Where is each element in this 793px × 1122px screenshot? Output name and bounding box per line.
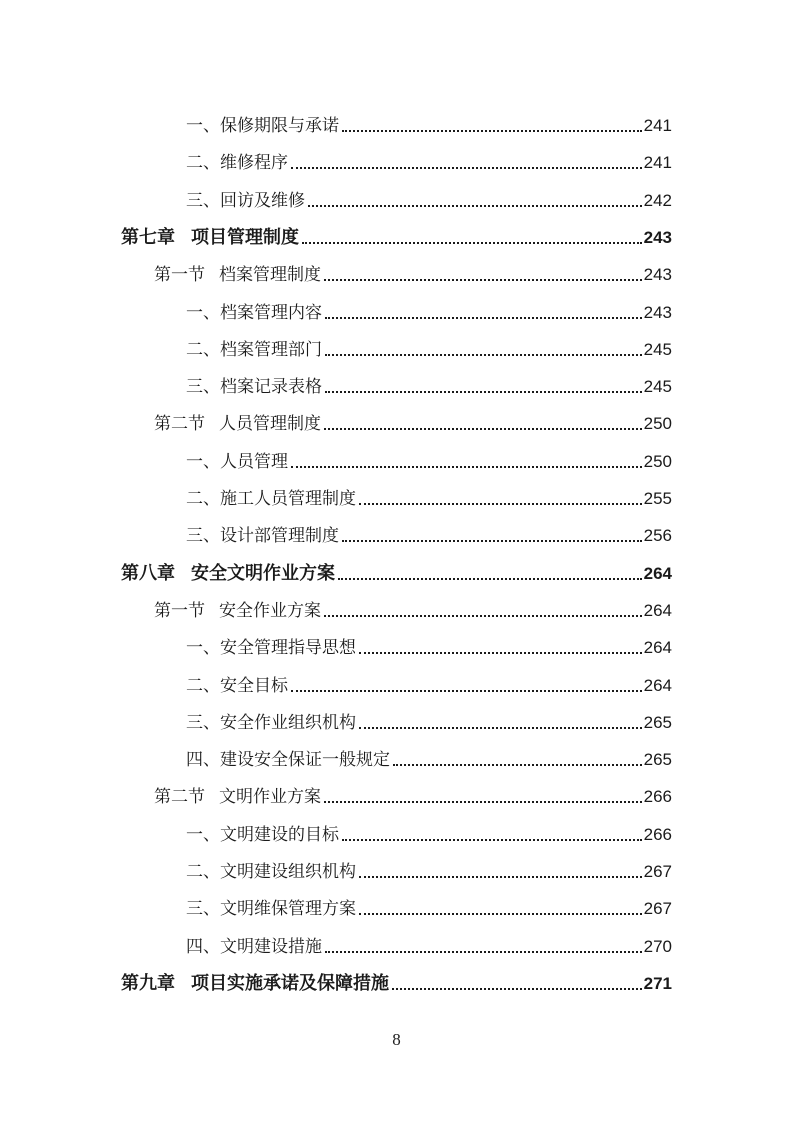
toc-entry-item[interactable] <box>0 436 793 473</box>
toc-entry-page: 245 <box>643 377 672 397</box>
dot-leader <box>359 727 642 729</box>
toc-entry-page: 243 <box>643 302 672 322</box>
toc-entry-title: 人员管理制度 <box>219 414 321 435</box>
dot-leader <box>338 578 642 580</box>
toc-entry-prefix: 二、 <box>186 675 220 696</box>
toc-entry-text <box>186 339 322 361</box>
toc-entry-title: 档案管理内容 <box>220 302 322 323</box>
toc-entry-title: 安全作业组织机构 <box>220 712 356 733</box>
toc-entry-title: 项目实施承诺及保障措施 <box>191 972 389 994</box>
toc-entry-item[interactable] <box>0 921 793 958</box>
toc-entry-title: 档案管理制度 <box>219 265 321 286</box>
toc-entry-title: 安全作业方案 <box>219 600 321 621</box>
toc-entry-prefix: 一、 <box>186 302 220 323</box>
toc-entry-item[interactable] <box>0 324 793 361</box>
toc-entry-item[interactable] <box>0 510 793 547</box>
toc-entry-text <box>121 973 389 995</box>
toc-entry-text <box>186 861 356 883</box>
toc-entry-title: 安全文明作业方案 <box>191 562 335 584</box>
toc-entry-prefix: 三、 <box>186 526 220 547</box>
toc-entry-title: 安全目标 <box>220 675 288 696</box>
toc-entry-page: 243 <box>643 265 672 285</box>
toc-entry-prefix: 第二节 <box>154 414 205 435</box>
toc-entry-item[interactable] <box>0 846 793 883</box>
dot-leader <box>359 503 642 505</box>
toc-entry-text <box>186 712 356 734</box>
toc-entry-text <box>186 936 322 958</box>
toc-entry-section[interactable] <box>0 249 793 286</box>
toc-entry-page: 243 <box>643 227 672 247</box>
toc-entry-prefix: 第一节 <box>154 265 205 286</box>
dot-leader <box>342 540 642 542</box>
toc-entry-title: 档案管理部门 <box>220 339 322 360</box>
toc-entry-page: 241 <box>643 116 672 135</box>
dot-leader <box>324 801 642 803</box>
dot-leader <box>325 317 642 319</box>
dot-leader <box>342 839 642 841</box>
dot-leader <box>393 764 642 766</box>
dot-leader <box>291 466 642 468</box>
toc-entry-item[interactable] <box>0 697 793 734</box>
toc-entry-title: 文明建设组织机构 <box>220 862 356 882</box>
toc-entry-text <box>186 190 305 212</box>
toc-entry-item[interactable] <box>0 883 793 920</box>
toc-entry-prefix: 一、 <box>186 116 220 136</box>
dot-leader <box>324 279 642 281</box>
toc-entry-item[interactable] <box>0 809 793 846</box>
toc-entry-item[interactable] <box>0 660 793 697</box>
toc-entry-item[interactable] <box>0 473 793 510</box>
toc-entry-page: 241 <box>643 153 672 173</box>
toc-entry-title: 回访及维修 <box>220 190 305 211</box>
toc-entry-prefix: 二、 <box>186 153 220 174</box>
toc-entry-title: 安全管理指导思想 <box>220 638 356 659</box>
toc-entry-page: 270 <box>643 936 672 956</box>
toc-entry-text <box>154 600 321 622</box>
toc-entry-prefix: 三、 <box>186 899 220 920</box>
toc-entry-title: 施工人员管理制度 <box>220 489 356 509</box>
toc-entry-page: 250 <box>643 414 672 434</box>
toc-entry-title: 建设安全保证一般规定 <box>220 750 390 771</box>
page-number: 8 <box>392 1030 401 1049</box>
dot-leader <box>324 428 642 430</box>
toc-entry-page: 266 <box>643 787 672 807</box>
toc-entry-prefix: 第七章 <box>121 226 175 248</box>
dot-leader <box>392 988 642 990</box>
toc-entry-prefix: 三、 <box>186 377 220 398</box>
toc-entry-text <box>186 376 322 398</box>
dot-leader <box>291 690 642 692</box>
toc-entry-item[interactable] <box>0 361 793 398</box>
toc-entry-prefix: 一、 <box>186 824 220 845</box>
toc-entry-prefix: 三、 <box>186 190 220 211</box>
toc-entry-page: 267 <box>643 862 672 881</box>
toc-entry-item[interactable] <box>0 137 793 174</box>
toc-entry-text <box>186 525 339 547</box>
toc-entry-title: 文明维保管理方案 <box>220 899 356 920</box>
toc-entry-text <box>186 152 288 174</box>
toc-entry-chapter[interactable] <box>0 958 793 995</box>
toc-entry-page: 264 <box>643 638 672 658</box>
toc-entry-page: 264 <box>643 563 672 583</box>
toc-entry-text <box>121 227 299 249</box>
toc-entry-text <box>121 563 335 585</box>
toc-entry-text <box>186 898 356 920</box>
toc-entry-prefix: 第二节 <box>154 787 205 808</box>
dot-leader <box>325 391 642 393</box>
toc-entry-page: 255 <box>643 489 672 508</box>
toc-entry-prefix: 四、 <box>186 750 220 771</box>
dot-leader <box>325 354 642 356</box>
toc-entry-chapter[interactable] <box>0 212 793 249</box>
dot-leader <box>342 130 642 132</box>
toc-entry-section[interactable] <box>0 585 793 622</box>
toc-entry-page: 267 <box>643 899 672 919</box>
toc-entry-prefix: 二、 <box>186 339 220 360</box>
toc-entry-text <box>154 413 321 435</box>
toc-entry-item[interactable] <box>0 734 793 771</box>
toc-entry-page: 265 <box>643 750 672 770</box>
toc-entry-page: 250 <box>643 451 672 471</box>
toc-entry-page: 266 <box>643 824 672 844</box>
toc-entry-prefix: 三、 <box>186 712 220 733</box>
toc-entry-section[interactable] <box>0 771 793 808</box>
toc-entry-page: 264 <box>643 600 672 620</box>
toc-entry-text <box>186 302 322 324</box>
dot-leader <box>359 913 642 915</box>
dot-leader <box>359 876 642 878</box>
toc-entry-prefix: 第一节 <box>154 600 205 621</box>
toc-entry-text <box>186 451 288 473</box>
toc-entry-prefix: 二、 <box>186 489 220 509</box>
toc-entry-text <box>154 786 321 808</box>
toc-entry-prefix: 第九章 <box>121 972 175 994</box>
toc-entry-title: 文明作业方案 <box>219 787 321 808</box>
toc-entry-text <box>186 675 288 697</box>
toc-entry-page: 256 <box>643 526 672 546</box>
toc-entry-item[interactable] <box>0 100 793 137</box>
toc-entry-item[interactable] <box>0 175 793 212</box>
dot-leader <box>359 652 642 654</box>
toc-entry-page: 245 <box>643 339 672 359</box>
toc-entry-title: 项目管理制度 <box>191 226 299 248</box>
toc-entry-item[interactable] <box>0 622 793 659</box>
toc-entry-text <box>186 749 390 771</box>
toc-entry-prefix: 四、 <box>186 936 220 957</box>
toc-entry-text <box>186 115 339 137</box>
dot-leader <box>308 205 642 207</box>
toc-entry-text <box>186 488 356 510</box>
toc-entry-page: 265 <box>643 712 672 732</box>
toc-entry-title: 设计部管理制度 <box>220 526 339 547</box>
toc-entry-page: 242 <box>643 190 672 210</box>
toc-entry-text <box>186 824 339 846</box>
toc-entry-prefix: 二、 <box>186 862 220 882</box>
dot-leader <box>302 242 642 244</box>
toc-entry-section[interactable] <box>0 398 793 435</box>
dot-leader <box>291 167 642 169</box>
toc-entry-title: 人员管理 <box>220 451 288 472</box>
toc-entry-prefix: 一、 <box>186 451 220 472</box>
toc-entry-page: 271 <box>643 973 672 993</box>
dot-leader <box>324 615 642 617</box>
toc-entry-prefix: 第八章 <box>121 562 175 584</box>
toc-entry-title: 档案记录表格 <box>220 377 322 398</box>
dot-leader <box>325 951 642 953</box>
toc-entry-page: 264 <box>643 675 672 695</box>
toc-entry-item[interactable] <box>0 287 793 324</box>
toc-entry-title: 文明建设措施 <box>220 936 322 957</box>
toc-entry-prefix: 一、 <box>186 638 220 659</box>
toc-entry-title: 保修期限与承诺 <box>220 116 339 136</box>
toc-entry-chapter[interactable] <box>0 548 793 585</box>
toc-entry-text <box>186 637 356 659</box>
toc-entry-title: 文明建设的目标 <box>220 824 339 845</box>
toc-entry-title: 维修程序 <box>220 153 288 174</box>
toc-entry-text <box>154 264 321 286</box>
